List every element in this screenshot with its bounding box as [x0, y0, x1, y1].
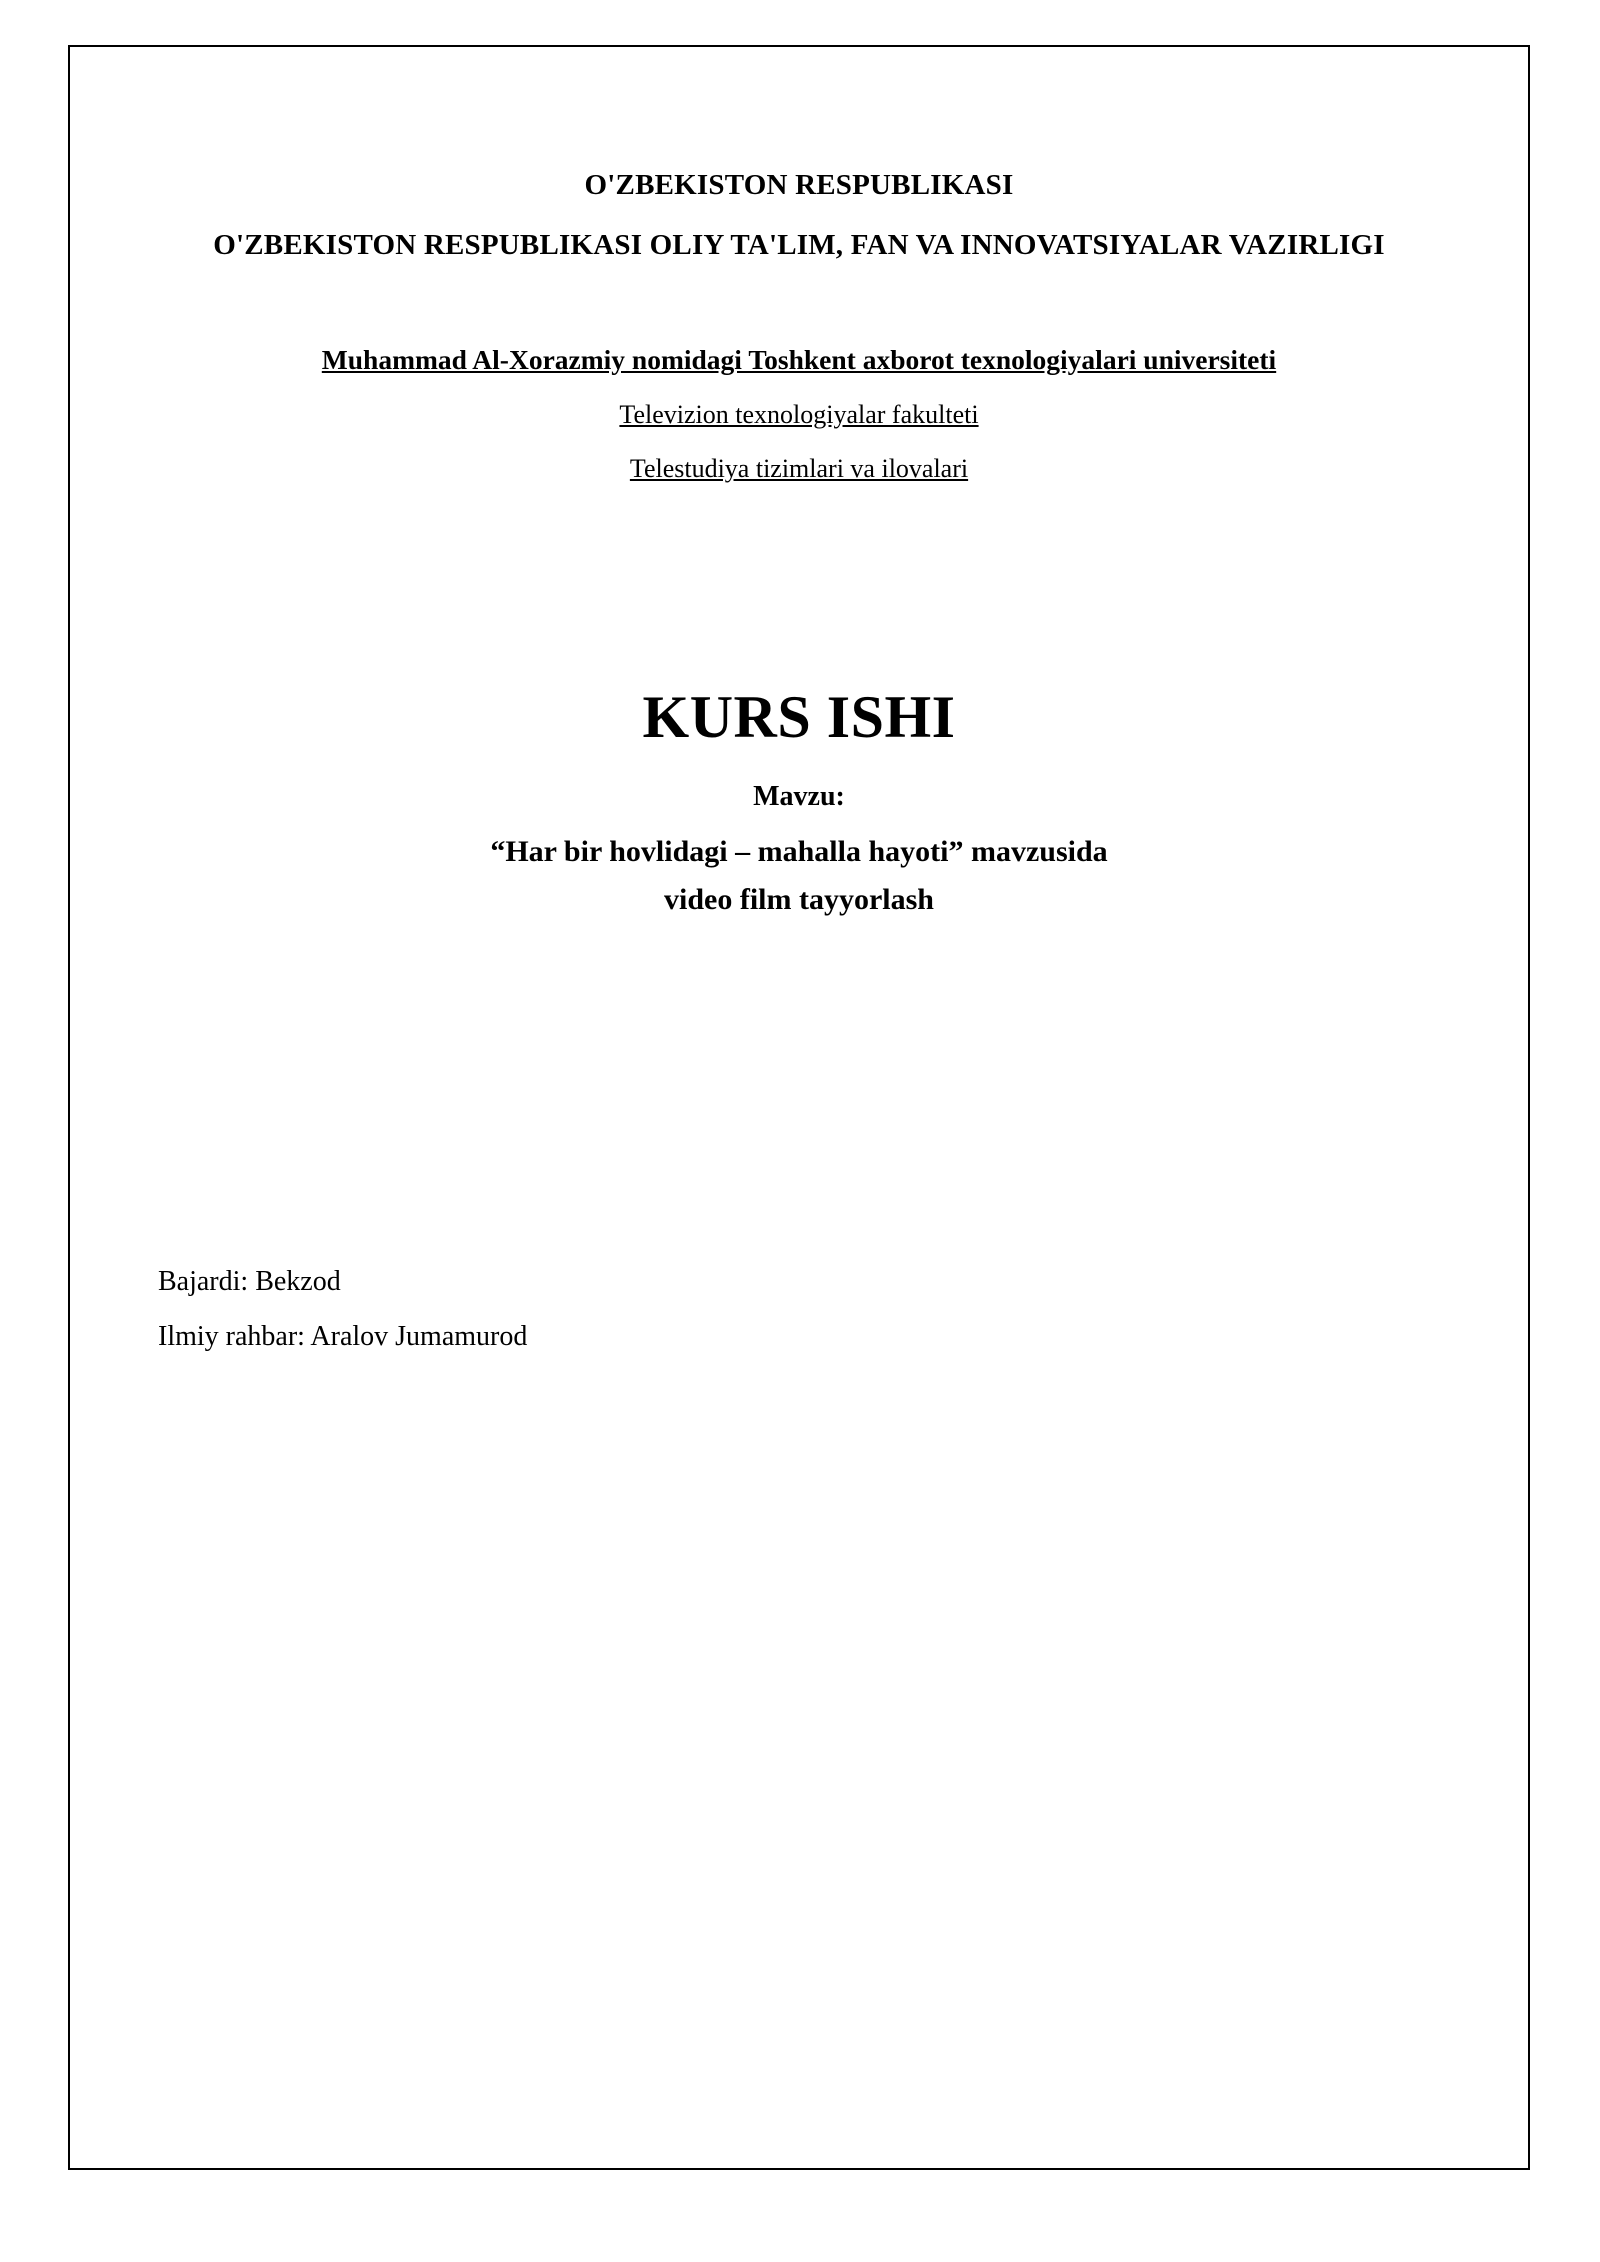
supervisor-name: Ilmiy rahbar: Aralov Jumamurod [158, 1321, 528, 1352]
work-title-block [68, 680, 1530, 924]
topic-line-2: video film tayyorlash [664, 883, 934, 916]
page-title: KURS ISHI [642, 684, 956, 750]
department-name: Telestudiya tizimlari va ilovalari [629, 454, 969, 483]
institution-block [68, 333, 1530, 495]
faculty-name: Televizion texnologiyalar fakulteti [619, 400, 979, 429]
student-name: Bajardi: Bekzod [158, 1266, 341, 1297]
university-name: Muhammad Al-Xorazmiy nomidagi Toshkent axborot texnologiyalari universiteti [321, 344, 1277, 375]
ministry-header [68, 155, 1530, 275]
authors-block [68, 1254, 1530, 1364]
title-page-content [68, 45, 1530, 2170]
republic-line: O'ZBEKISTON RESPUBLIKASI [584, 169, 1014, 201]
ministry-line: O'ZBEKISTON RESPUBLIKASI OLIY TA'LIM, FAN VA INNOVATSIYALAR VAZIRLIGI [213, 229, 1385, 261]
subject-label: Mavzu: [753, 781, 845, 812]
topic-line-1: “Har bir hovlidagi – mahalla hayoti” mavzusida [490, 835, 1108, 868]
